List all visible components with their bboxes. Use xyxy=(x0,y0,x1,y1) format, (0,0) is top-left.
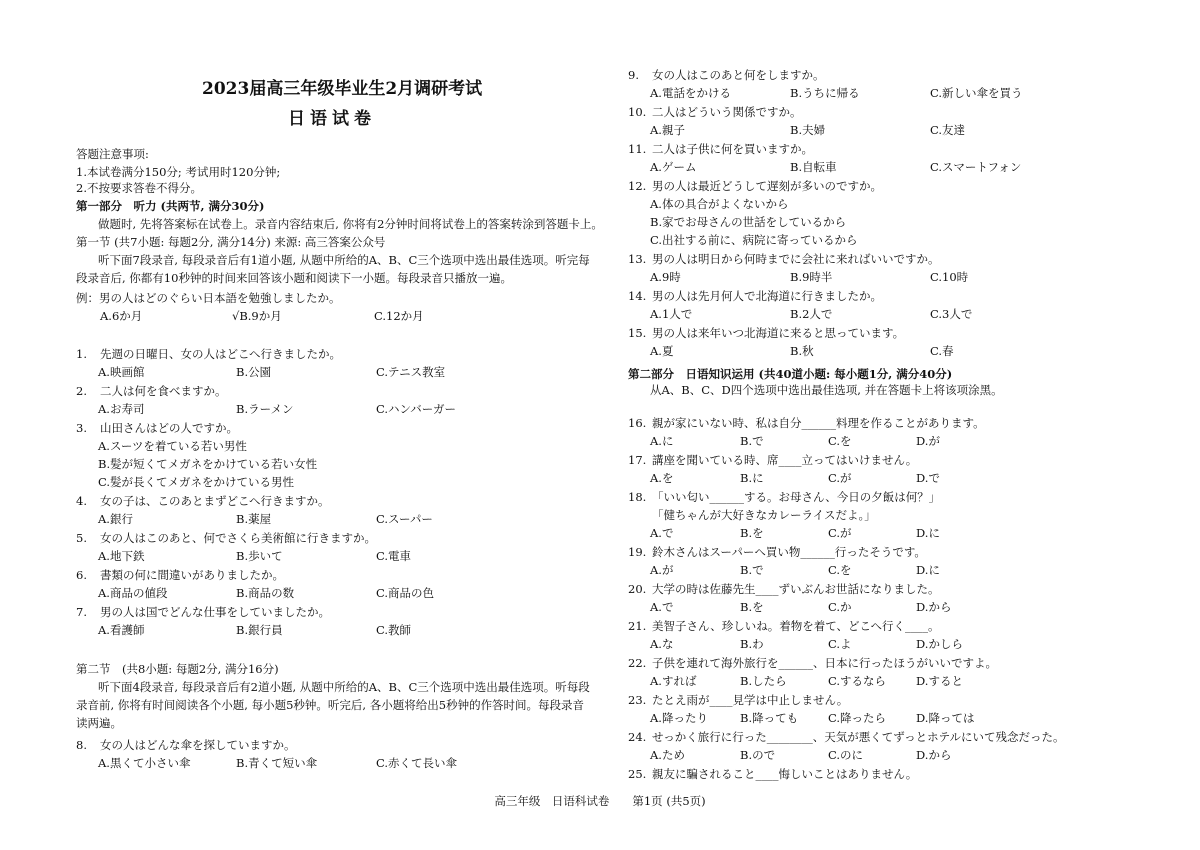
answer-option: D.降っては xyxy=(916,711,975,725)
answer-option: C.赤くて長い傘 xyxy=(376,756,458,770)
question-number: 2. xyxy=(76,384,87,398)
question-number: 21. xyxy=(628,619,647,633)
question-item xyxy=(628,250,1148,286)
question-number: 25. xyxy=(628,767,647,781)
question-stem: 男の人は国でどんな仕事をしていましたか。 xyxy=(100,605,330,619)
answer-option: B.を xyxy=(740,526,764,540)
question-number: 4. xyxy=(76,494,87,508)
answer-option: B.自転車 xyxy=(790,160,837,174)
answer-option: B.青くて短い傘 xyxy=(236,756,318,770)
answer-option: B.に xyxy=(740,471,764,485)
question-stem: たとえ雨が____見学は中止しません。 xyxy=(652,693,849,707)
answer-option: D.が xyxy=(916,434,940,448)
question-item xyxy=(76,492,596,528)
part1-heading: 第一部分 听力 (共两节, 满分30分) xyxy=(76,199,265,213)
answer-option: A.銀行 xyxy=(98,512,133,526)
example-option: A.6か月 xyxy=(100,309,143,323)
answer-option: A.に xyxy=(650,434,674,448)
section1-text: 段录音后, 你都有10秒钟的时间来回答该小题和阅读下一小题。每段录音只播放一遍。 xyxy=(76,271,512,285)
question-item xyxy=(76,566,596,602)
question-number: 5. xyxy=(76,531,87,545)
answer-option: A.夏 xyxy=(650,344,674,358)
answer-option: A.ため xyxy=(650,748,685,762)
answer-option: D.で xyxy=(916,471,940,485)
answer-option: A.を xyxy=(650,471,674,485)
page-footer: 高三年级 日语科试卷 第1页 (共5页) xyxy=(494,794,706,808)
question-stem: 二人はどういう関係ですか。 xyxy=(652,105,802,119)
answer-option: C.電車 xyxy=(376,549,412,563)
question-number: 15. xyxy=(628,326,647,340)
question-stem: 女の子は、このあとまずどこへ行きますか。 xyxy=(100,494,330,508)
answer-option: B.9時半 xyxy=(790,270,833,284)
answer-option: A.黒くて小さい傘 xyxy=(98,756,191,770)
question-number: 19. xyxy=(628,545,647,559)
question-stem: 鈴木さんはスーパーへ買い物______行ったそうです。 xyxy=(652,545,926,559)
exam-subtitle: 日语试卷 xyxy=(288,109,376,129)
question-number: 10. xyxy=(628,105,647,119)
answer-option: B.降っても xyxy=(740,711,799,725)
question-item xyxy=(628,765,1148,783)
question-number: 22. xyxy=(628,656,647,670)
question-stem: 講座を聞いている時、席____立ってはいけません。 xyxy=(652,453,918,467)
answer-option: C.友達 xyxy=(930,123,966,137)
section2-text: 听下面4段录音, 每段录音后有2道小题, 从题中所给的A、B、C三个选项中选出最佳选项。听每段 xyxy=(98,680,590,694)
section2-heading: 第二节 (共8小题: 每题2分, 满分16分) xyxy=(76,662,279,676)
question-item xyxy=(628,728,1148,764)
question-number: 9. xyxy=(628,68,639,82)
answer-option: A.お寿司 xyxy=(98,402,145,416)
question-stem: 書類の何に間違いがありましたか。 xyxy=(100,568,284,582)
question-item xyxy=(628,543,1148,579)
question-number: 11. xyxy=(628,142,647,156)
question-item xyxy=(76,419,596,491)
question-number: 24. xyxy=(628,730,647,744)
section2-text: 读两遍。 xyxy=(76,716,122,730)
answer-option: B.で xyxy=(740,434,764,448)
question-stem: 二人は子供に何を買いますか。 xyxy=(652,142,813,156)
answer-option: D.から xyxy=(916,748,952,762)
question-number: 3. xyxy=(76,421,87,435)
answer-option: B.2人で xyxy=(790,307,833,321)
section1-heading: 第一节 (共7小题: 每题2分, 满分14分) 来源: 高三答案公众号 xyxy=(76,235,386,249)
answer-option: B.ラーメン xyxy=(236,402,294,416)
part1-intro: 做题时, 先将答案标在试卷上。录音内容结束后, 你将有2分钟时间将试卷上的答案转涂到答题卡上。 xyxy=(98,217,603,231)
answer-option: A.地下鉄 xyxy=(98,549,145,563)
question-number: 23. xyxy=(628,693,647,707)
answer-option: B.わ xyxy=(740,637,764,651)
question-item xyxy=(628,617,1148,653)
question-item xyxy=(76,603,596,639)
answer-option: B.薬屋 xyxy=(236,512,272,526)
answer-option: D.すると xyxy=(916,674,963,688)
answer-option: A.体の具合がよくないから xyxy=(650,197,789,211)
section1-text: 听下面7段录音, 每段录音后有1道小题, 从题中所给的A、B、C三个选项中选出最佳选项。听完每 xyxy=(98,253,590,267)
answer-option: D.に xyxy=(916,526,940,540)
answer-option: B.夫婦 xyxy=(790,123,826,137)
answer-option: C.商品の色 xyxy=(376,586,435,600)
example-option: C.12か月 xyxy=(374,309,424,323)
question-item xyxy=(628,140,1148,176)
question-extra-line: 「健ちゃんが大好きなカレーライスだよ。」 xyxy=(652,508,876,522)
question-stem: 女の人はどんな傘を探していますか。 xyxy=(100,738,296,752)
answer-option: A.商品の値段 xyxy=(98,586,168,600)
question-item xyxy=(76,736,596,772)
answer-option: C.10時 xyxy=(930,270,969,284)
note-item: 1.本试卷满分150分; 考试用时120分钟; xyxy=(76,165,281,179)
answer-option: C.3人で xyxy=(930,307,973,321)
answer-option: B.公園 xyxy=(236,365,272,379)
answer-option: C.が xyxy=(828,526,852,540)
question-stem: 男の人は先月何人で北海道に行きましたか。 xyxy=(652,289,882,303)
question-number: 17. xyxy=(628,453,647,467)
answer-option: A.ゲーム xyxy=(650,160,697,174)
question-item xyxy=(628,451,1148,487)
question-item xyxy=(628,287,1148,323)
question-number: 14. xyxy=(628,289,647,303)
question-stem: 親が家にいない時、私は自分______料理を作ることがあります。 xyxy=(652,416,985,430)
answer-option: B.を xyxy=(740,600,764,614)
answer-option: D.かしら xyxy=(916,637,963,651)
answer-option: A.映画館 xyxy=(98,365,145,379)
answer-option: A.スーツを着ている若い男性 xyxy=(98,439,247,453)
answer-option: A.で xyxy=(650,526,674,540)
question-item xyxy=(76,529,596,565)
answer-option: C.髪が長くてメガネをかけている男性 xyxy=(98,475,295,489)
part2-intro: 从A、B、C、D四个选项中选出最佳选项, 并在答题卡上将该项涂黑。 xyxy=(650,383,1003,397)
question-stem: 男の人は明日から何時までに会社に来ればいいですか。 xyxy=(652,252,940,266)
question-stem: 男の人は最近どうして遅刻が多いのですか。 xyxy=(652,179,882,193)
question-item xyxy=(628,324,1148,360)
example-stem: 例：男の人はどのぐらい日本語を勉強しましたか。 xyxy=(76,291,341,305)
question-item xyxy=(628,103,1148,139)
answer-option: C.ハンバーガー xyxy=(376,402,457,416)
answer-option: C.するなら xyxy=(828,674,887,688)
question-item xyxy=(628,66,1148,102)
answer-option: B.家でお母さんの世話をしているから xyxy=(650,215,847,229)
question-item xyxy=(628,580,1148,616)
answer-option: B.歩いて xyxy=(236,549,283,563)
question-number: 1. xyxy=(76,347,87,361)
question-stem: 大学の時は佐藤先生____ずいぶんお世話になりました。 xyxy=(652,582,940,596)
answer-option: D.に xyxy=(916,563,940,577)
notes-heading: 答题注意事项: xyxy=(76,147,149,161)
question-stem: 男の人は来年いつ北海道に来ると思っています。 xyxy=(652,326,905,340)
question-number: 18. xyxy=(628,490,647,504)
question-stem: 「いい匂い______する。お母さん、今日の夕飯は何？」 xyxy=(652,490,941,504)
answer-option: A.9時 xyxy=(650,270,681,284)
answer-option: C.スマートフォン xyxy=(930,160,1022,174)
question-stem: 女の人はこのあと何をしますか。 xyxy=(652,68,825,82)
question-stem: 女の人はこのあと、何でさくら美術館に行きますか。 xyxy=(100,531,376,545)
answer-option: A.な xyxy=(650,637,674,651)
answer-option: C.新しい傘を買う xyxy=(930,86,1023,100)
question-number: 20. xyxy=(628,582,647,596)
part2-heading: 第二部分 日语知识运用 (共40道小题: 每小题1分, 满分40分) xyxy=(628,367,953,381)
exam-title: 2023届高三年级毕业生2月调研考试 xyxy=(202,79,483,99)
question-item xyxy=(628,414,1148,450)
question-number: 7. xyxy=(76,605,87,619)
question-item xyxy=(76,345,596,381)
answer-option: B.髪が短くてメガネをかけている若い女性 xyxy=(98,457,318,471)
answer-option: C.テニス教室 xyxy=(376,365,446,379)
answer-option: C.を xyxy=(828,563,852,577)
answer-option: B.ので xyxy=(740,748,776,762)
answer-option: B.したら xyxy=(740,674,787,688)
question-number: 16. xyxy=(628,416,647,430)
answer-option: D.から xyxy=(916,600,952,614)
answer-option: C.スーパー xyxy=(376,512,433,526)
answer-option: C.春 xyxy=(930,344,954,358)
question-number: 6. xyxy=(76,568,87,582)
section2-text: 录音前, 你将有时间阅读各个小题, 每小题5秒钟。听完后, 各小题将给出5秒钟的作答时间。每段录音 xyxy=(76,698,585,712)
answer-option: A.が xyxy=(650,563,674,577)
question-stem: 親友に騙されること____悔しいことはありません。 xyxy=(652,767,918,781)
answer-option: C.降ったら xyxy=(828,711,887,725)
question-item xyxy=(628,691,1148,727)
answer-option: C.を xyxy=(828,434,852,448)
answer-option: C.出社する前に、病院に寄っているから xyxy=(650,233,858,247)
note-item: 2.不按要求答卷不得分。 xyxy=(76,181,202,195)
answer-option: C.のに xyxy=(828,748,864,762)
question-item xyxy=(628,488,1148,542)
answer-option: B.銀行員 xyxy=(236,623,283,637)
answer-option: B.商品の数 xyxy=(236,586,295,600)
example-option: √B.9か月 xyxy=(232,309,282,323)
answer-option: C.が xyxy=(828,471,852,485)
question-item xyxy=(628,654,1148,690)
answer-option: A.電話をかける xyxy=(650,86,731,100)
answer-option: A.すれば xyxy=(650,674,697,688)
question-stem: 山田さんはどの人ですか。 xyxy=(100,421,238,435)
answer-option: A.降ったり xyxy=(650,711,708,725)
question-item xyxy=(628,177,1148,249)
question-stem: せっかく旅行に行った________、天気が悪くてずっとホテルにいて残念だった。 xyxy=(652,730,1065,744)
question-stem: 子供を連れて海外旅行を______、日本に行ったほうがいいですよ。 xyxy=(652,656,997,670)
answer-option: C.教師 xyxy=(376,623,412,637)
question-number: 13. xyxy=(628,252,647,266)
question-item xyxy=(76,382,596,418)
answer-option: A.親子 xyxy=(650,123,685,137)
question-number: 12. xyxy=(628,179,647,193)
answer-option: B.秋 xyxy=(790,344,814,358)
question-stem: 二人は何を食べますか。 xyxy=(100,384,227,398)
answer-option: B.うちに帰る xyxy=(790,86,860,100)
question-number: 8. xyxy=(76,738,87,752)
question-stem: 美智子さん、珍しいね。着物を着て、どこへ行く____。 xyxy=(652,619,940,633)
answer-option: A.1人で xyxy=(650,307,693,321)
answer-option: A.看護師 xyxy=(98,623,145,637)
question-stem: 先週の日曜日、女の人はどこへ行きましたか。 xyxy=(100,347,342,361)
answer-option: C.よ xyxy=(828,637,852,651)
answer-option: C.か xyxy=(828,600,852,614)
answer-option: A.で xyxy=(650,600,674,614)
answer-option: B.で xyxy=(740,563,764,577)
